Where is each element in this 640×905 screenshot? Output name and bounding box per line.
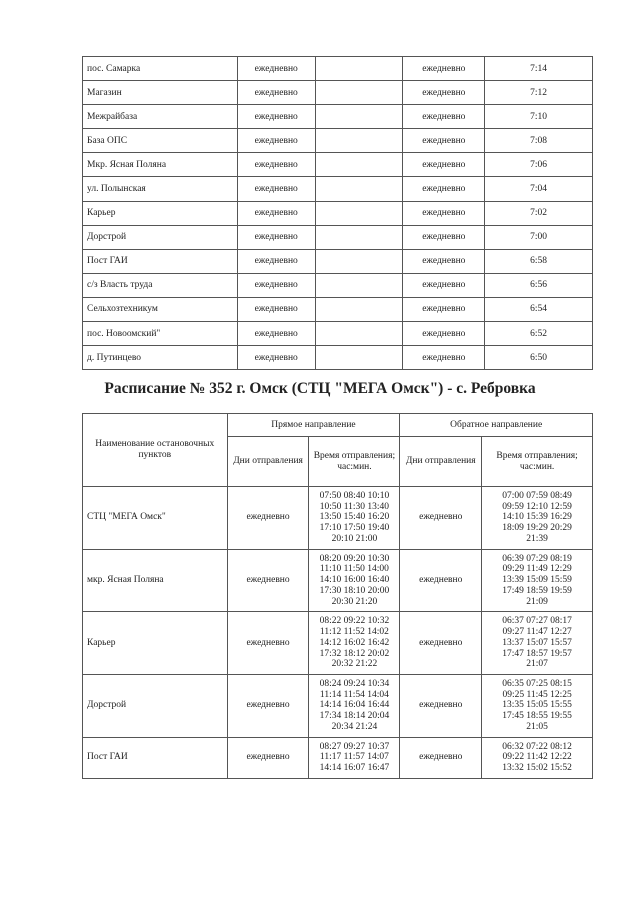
departure-days-backward: ежедневно — [403, 322, 485, 346]
time-line: 18:09 19:29 20:29 — [502, 523, 572, 534]
stop-name: Магазин — [83, 81, 238, 105]
departure-days-forward: ежедневно — [227, 487, 309, 550]
departure-times-backward — [482, 737, 593, 778]
departure-days-forward: ежедневно — [237, 153, 315, 177]
header-time-forward: Время отправления; час:мин. — [309, 437, 400, 487]
stop-name: пос. Новоомский" — [83, 322, 238, 346]
stop-name: мкр. Ясная Поляна — [83, 549, 228, 612]
stop-name: СТЦ "МЕГА Омск" — [83, 487, 228, 550]
time-line: 09:25 11:45 12:25 — [502, 689, 572, 700]
time-line: 14:10 15:39 16:29 — [502, 512, 572, 523]
departure-days-backward: ежедневно — [400, 737, 482, 778]
table-row — [83, 201, 593, 225]
departure-days-forward: ежедневно — [237, 129, 315, 153]
departure-days-backward: ежедневно — [403, 201, 485, 225]
time-line: 13:32 15:02 15:52 — [502, 763, 572, 774]
time-line: 13:35 15:05 15:55 — [502, 700, 572, 711]
time-line: 08:20 09:20 10:30 — [319, 553, 390, 564]
departure-times-backward — [482, 549, 593, 612]
time-line: 13:37 15:07 15:57 — [502, 637, 572, 648]
table-row — [83, 81, 593, 105]
departure-days-backward: ежедневно — [403, 177, 485, 201]
departure-time-forward — [315, 225, 403, 249]
time-line: 09:22 11:42 12:22 — [502, 752, 572, 763]
departure-days-backward: ежедневно — [403, 346, 485, 370]
table-row — [83, 249, 593, 273]
departure-time-forward — [315, 153, 403, 177]
stop-name: с/з Власть труда — [83, 273, 238, 297]
stop-name: Карьер — [83, 612, 228, 675]
departure-days-forward: ежедневно — [227, 675, 309, 738]
departure-time-forward — [315, 81, 403, 105]
time-line: 21:07 — [526, 659, 548, 670]
departure-times-forward — [309, 737, 400, 778]
departure-time-forward — [315, 273, 403, 297]
time-line: 08:27 09:27 10:37 — [319, 741, 390, 752]
departure-time-forward — [315, 57, 403, 81]
time-line: 17:32 18:12 20:02 — [319, 648, 390, 659]
departure-time-backward: 7:12 — [485, 81, 593, 105]
time-line: 20:32 21:22 — [331, 659, 378, 670]
departure-days-backward: ежедневно — [403, 57, 485, 81]
time-line: 20:34 21:24 — [331, 721, 378, 732]
stop-name: ул. Полынская — [83, 177, 238, 201]
table-row — [83, 153, 593, 177]
header-days-forward: Дни отправления — [227, 437, 309, 487]
header-days-backward: Дни отправления — [400, 437, 482, 487]
stop-name: Дорстрой — [83, 675, 228, 738]
stop-name: Сельхозтехникум — [83, 297, 238, 321]
stop-name: пос. Самарка — [83, 57, 238, 81]
time-line: 17:34 18:14 20:04 — [319, 711, 390, 722]
time-line: 14:10 16:00 16:40 — [319, 575, 390, 586]
stop-name: Пост ГАИ — [83, 249, 238, 273]
table-row — [83, 105, 593, 129]
departure-days-forward: ежедневно — [227, 737, 309, 778]
top-schedule-body — [83, 57, 593, 370]
stop-name: Пост ГАИ — [83, 737, 228, 778]
time-line: 06:39 07:29 08:19 — [502, 553, 572, 564]
departure-days-backward: ежедневно — [403, 297, 485, 321]
stop-name: д. Путинцево — [83, 346, 238, 370]
time-line: 20:10 21:00 — [331, 533, 378, 544]
table-row — [83, 297, 593, 321]
departure-days-backward: ежедневно — [403, 105, 485, 129]
schedule-title: Расписание № 352 г. Омск (СТЦ "МЕГА Омск") - с. Ребровка — [104, 380, 536, 397]
departure-time-forward — [315, 322, 403, 346]
time-line: 17:45 18:55 19:55 — [502, 711, 572, 722]
table-row — [83, 273, 593, 297]
departure-times-backward — [482, 675, 593, 738]
table-row — [83, 612, 593, 675]
time-line: 06:32 07:22 08:12 — [502, 741, 572, 752]
departure-days-forward: ежедневно — [237, 57, 315, 81]
departure-time-forward — [315, 346, 403, 370]
departure-times-forward — [309, 612, 400, 675]
departure-days-backward: ежедневно — [400, 487, 482, 550]
time-line: 21:09 — [526, 596, 548, 607]
departure-times-backward — [482, 487, 593, 550]
departure-time-forward — [315, 249, 403, 273]
departure-time-forward — [315, 297, 403, 321]
table-row — [83, 322, 593, 346]
time-line: 11:14 11:54 14:04 — [319, 689, 389, 700]
departure-days-backward: ежедневно — [400, 549, 482, 612]
time-line: 17:30 18:10 20:00 — [319, 585, 390, 596]
stop-name: Мкр. Ясная Поляна — [83, 153, 238, 177]
route-352-schedule-body — [83, 487, 593, 779]
time-line: 14:14 16:07 16:47 — [319, 763, 390, 774]
time-line: 08:22 09:22 10:32 — [319, 616, 390, 627]
departure-days-backward: ежедневно — [403, 129, 485, 153]
time-line: 11:10 11:50 14:00 — [319, 564, 389, 575]
departure-days-backward: ежедневно — [403, 249, 485, 273]
departure-time-backward: 6:58 — [485, 249, 593, 273]
time-line: 08:24 09:24 10:34 — [319, 679, 390, 690]
time-line: 09:59 12:10 12:59 — [502, 501, 572, 512]
time-line: 09:27 11:47 12:27 — [502, 627, 572, 638]
time-line: 17:49 18:59 19:59 — [502, 585, 572, 596]
time-line: 13:50 15:40 16:20 — [319, 512, 390, 523]
departure-time-backward: 6:52 — [485, 322, 593, 346]
departure-days-forward: ежедневно — [237, 249, 315, 273]
departure-days-backward: ежедневно — [403, 225, 485, 249]
time-line: 11:17 11:57 14:07 — [319, 752, 389, 763]
departure-time-backward: 7:02 — [485, 201, 593, 225]
time-line: 17:47 18:57 19:57 — [502, 648, 572, 659]
table-row — [83, 177, 593, 201]
time-line: 14:12 16:02 16:42 — [319, 637, 390, 648]
departure-days-forward: ежедневно — [227, 612, 309, 675]
departure-days-forward: ежедневно — [237, 346, 315, 370]
departure-days-forward: ежедневно — [237, 201, 315, 225]
top-schedule-table — [82, 56, 593, 370]
time-line: 09:29 11:49 12:29 — [502, 564, 572, 575]
stop-name: Карьер — [83, 201, 238, 225]
table-row — [83, 549, 593, 612]
table-row — [83, 737, 593, 778]
departure-days-forward: ежедневно — [237, 105, 315, 129]
time-line: 14:14 16:04 16:44 — [319, 700, 390, 711]
departure-time-backward: 7:00 — [485, 225, 593, 249]
departure-days-forward: ежедневно — [237, 273, 315, 297]
time-line: 17:10 17:50 19:40 — [319, 523, 390, 534]
departure-days-forward: ежедневно — [237, 177, 315, 201]
time-line: 13:39 15:09 15:59 — [502, 575, 572, 586]
departure-time-forward — [315, 105, 403, 129]
departure-days-forward: ежедневно — [237, 297, 315, 321]
departure-times-backward — [482, 612, 593, 675]
departure-time-backward: 7:10 — [485, 105, 593, 129]
departure-time-forward — [315, 129, 403, 153]
departure-days-forward: ежедневно — [237, 225, 315, 249]
time-line: 07:00 07:59 08:49 — [502, 491, 572, 501]
time-line: 21:39 — [526, 533, 548, 544]
time-line: 21:05 — [526, 721, 548, 732]
departure-days-backward: ежедневно — [403, 273, 485, 297]
header-forward-direction: Прямое направление — [227, 414, 400, 437]
departure-time-backward: 6:50 — [485, 346, 593, 370]
departure-time-backward: 7:14 — [485, 57, 593, 81]
departure-times-forward — [309, 549, 400, 612]
table-row — [83, 225, 593, 249]
departure-days-backward: ежедневно — [400, 675, 482, 738]
table-row — [83, 129, 593, 153]
departure-time-backward: 7:04 — [485, 177, 593, 201]
departure-days-backward: ежедневно — [403, 81, 485, 105]
time-line: 06:35 07:25 08:15 — [502, 679, 572, 690]
departure-time-backward: 6:54 — [485, 297, 593, 321]
time-line: 06:37 07:27 08:17 — [502, 616, 572, 627]
table-row — [83, 487, 593, 550]
departure-times-forward — [309, 675, 400, 738]
departure-days-backward: ежедневно — [403, 153, 485, 177]
table-row — [83, 675, 593, 738]
stop-name: Дорстрой — [83, 225, 238, 249]
departure-time-forward — [315, 177, 403, 201]
departure-time-forward — [315, 201, 403, 225]
time-line: 10:50 11:30 13:40 — [319, 501, 390, 512]
departure-days-forward: ежедневно — [237, 322, 315, 346]
header-time-backward: Время отправления; час:мин. — [482, 437, 593, 487]
header-backward-direction: Обратное направление — [400, 414, 593, 437]
departure-time-backward: 7:06 — [485, 153, 593, 177]
route-352-schedule-table — [82, 413, 593, 779]
table-row — [83, 57, 593, 81]
departure-time-backward: 6:56 — [485, 273, 593, 297]
table-row — [83, 346, 593, 370]
departure-days-forward: ежедневно — [237, 81, 315, 105]
time-line: 07:50 08:40 10:10 — [319, 491, 390, 501]
departure-times-forward — [309, 487, 400, 550]
time-line: 11:12 11:52 14:02 — [319, 627, 389, 638]
stop-name: Межрайбаза — [83, 105, 238, 129]
header-stop-name: Наименование остановочных пунктов — [83, 414, 228, 487]
departure-days-backward: ежедневно — [400, 612, 482, 675]
stop-name: База ОПС — [83, 129, 238, 153]
departure-days-forward: ежедневно — [227, 549, 309, 612]
departure-time-backward: 7:08 — [485, 129, 593, 153]
time-line: 20:30 21:20 — [331, 596, 378, 607]
